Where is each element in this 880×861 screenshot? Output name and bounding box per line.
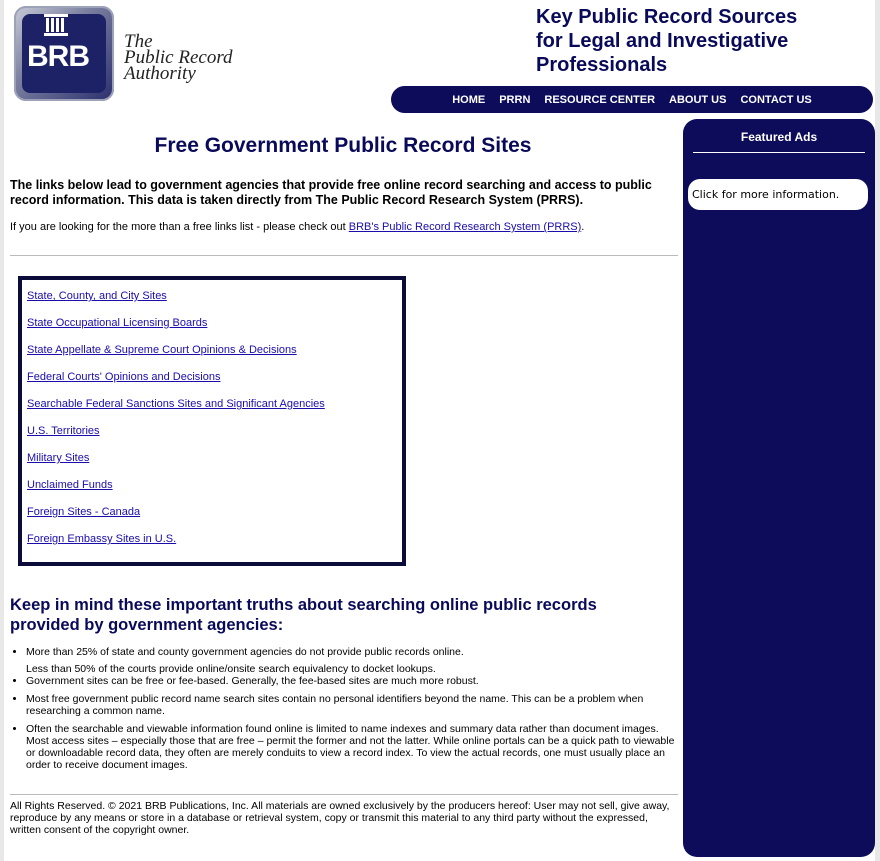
prrs-note-suffix: . [581,221,585,233]
prrs-note [10,221,680,233]
list-item [26,646,676,675]
main-nav [391,86,873,113]
truths-heading: Keep in mind these important truths about searching online public records provided by government agencies: [10,596,597,634]
page [4,0,875,861]
site-title [536,5,866,77]
link-federal-courts[interactable]: Federal Courts' Opinions and Decisions [27,371,221,383]
link-foreign-canada[interactable]: Foreign Sites - Canada [27,506,141,518]
link-state-county-city[interactable]: State, County, and City Sites [27,290,167,302]
link-military-sites[interactable]: Military Sites [27,452,90,464]
list-item [27,529,176,547]
list-item [27,421,100,439]
list-item [26,723,676,771]
page-title: Free Government Public Record Sites [154,134,532,157]
list-item [27,448,89,466]
list-item [27,313,207,331]
site-title-line-2: for Legal and Investigative [536,30,789,52]
pillars-icon [44,14,68,36]
brb-logo[interactable] [12,4,244,104]
ad-more-info-link[interactable]: Click for more information. [688,179,868,210]
site-title-line-3: Professionals [536,54,668,76]
list-item [27,394,325,412]
link-foreign-embassy[interactable]: Foreign Embassy Sites in U.S. [27,533,177,545]
logo-line-3: Authority [124,63,196,84]
list-item [27,367,220,385]
link-us-territories[interactable]: U.S. Territories [27,425,100,437]
truth-text: • More than 25% of state and county government agencies do not provide public records online. [26,646,464,658]
link-occupational-licensing[interactable]: State Occupational Licensing Boards [27,317,208,329]
featured-ads-title: Featured Ads [740,130,818,144]
list-item [27,340,297,358]
nav-about-us[interactable]: ABOUT US [669,93,727,106]
truth-subtext: Less than 50% of the courts provide online/onsite search equivalency to docket lookups. [26,663,436,675]
prrs-link[interactable]: BRB's Public Record Research System (PRRS) [348,221,582,233]
list-item [27,502,140,520]
truth-text: • Often the searchable and viewable information found online is limited to name indexes and summary data rather than document images. Most access sites – especially those that are free – permit the former and not the latter. While online portals can be a quick path to viewable or downloadable record data, they often are merely conduits to view a record index. To view the actual records, one must usually place an order to receive document images. [26,723,675,771]
free-links-box [18,276,406,566]
site-title-line-1: Key Public Record Sources [536,6,798,28]
truth-text: • Government sites can be free or fee-based. Generally, the fee-based sites are much more robust. [26,675,479,687]
logo-line-2: Public Record [124,47,233,68]
logo-line-1: The [124,31,153,52]
nav-prrn[interactable]: PRRN [499,93,531,106]
divider [10,255,678,256]
divider [10,794,678,795]
nav-resource-center[interactable]: RESOURCE CENTER [544,93,656,106]
nav-home[interactable]: HOME [452,93,486,106]
link-unclaimed-funds[interactable]: Unclaimed Funds [27,479,113,491]
truths-list [26,646,676,771]
copyright-footer: All Rights Reserved. © 2021 BRB Publications, Inc. All materials are owned exclusively by the producers hereof: User may not sell, give away, reproduce by any means or store in a database or retrieval system, copy or transmit this material to any third party without the expressed, written consent of the copyright owner. [10,800,670,836]
featured-ads-divider [693,152,865,153]
nav-contact-us[interactable]: CONTACT US [740,93,812,106]
prrs-note-prefix: If you are looking for the more than a free links list - please check out [10,221,349,233]
truth-text: • Most free government public record name search sites contain no personal identifiers beyond the name. This can be a problem when researching a common name. [26,693,644,717]
list-item [27,475,113,493]
intro-text: The links below lead to government agencies that provide free online record searching and access to public record information. This data is taken directly from The Public Record Research System (PRRS). [10,178,652,207]
logo-badge [14,6,114,101]
list-item [26,675,676,687]
featured-ads-sidebar [683,119,875,857]
link-federal-sanctions[interactable]: Searchable Federal Sanctions Sites and Significant Agencies [27,398,325,410]
logo-badge-text: BRB [27,40,89,73]
logo-tagline [124,31,233,84]
list-item [26,693,676,717]
list-item [27,286,167,304]
link-state-appellate[interactable]: State Appellate & Supreme Court Opinions & Decisions [27,344,297,356]
